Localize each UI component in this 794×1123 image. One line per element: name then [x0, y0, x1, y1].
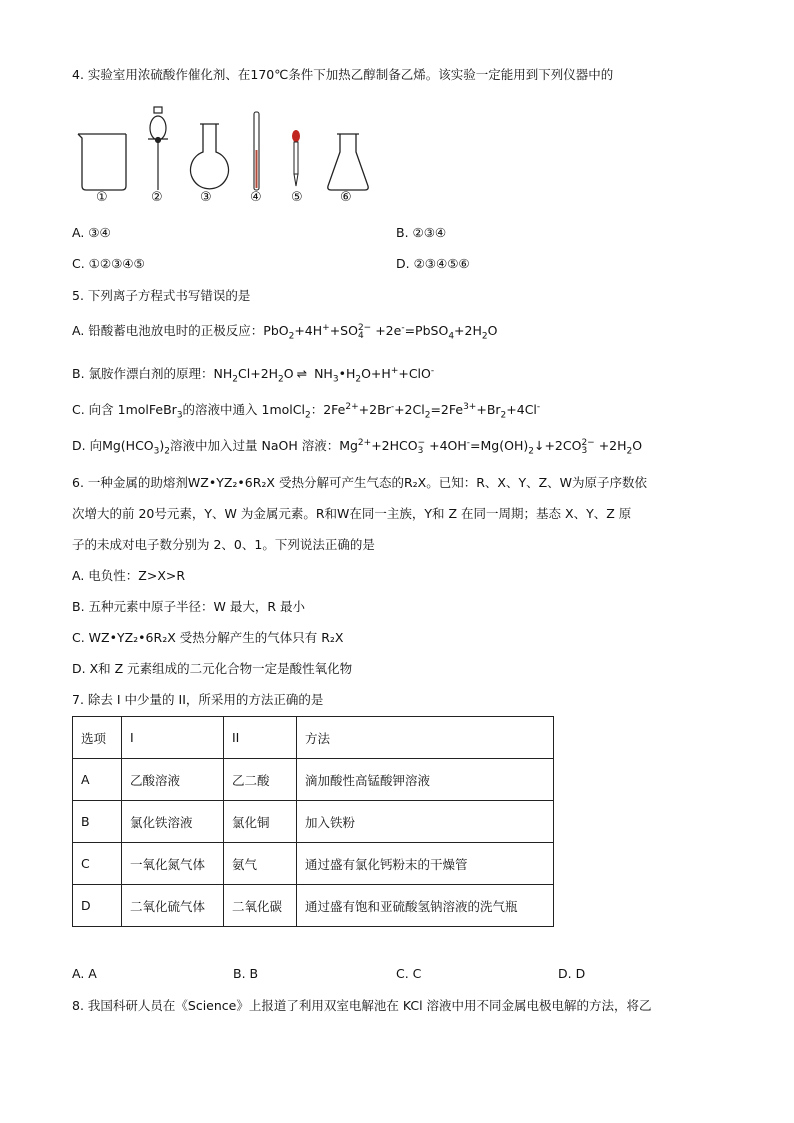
separatory-funnel-icon — [148, 107, 168, 190]
q6-stem-line1: 6. 一种金属的助熔剂WZ•YZ₂•6R₂X 受热分解可产生气态的R₂X。已知：R、X、Y、Z、W为原子序数依 — [72, 475, 648, 490]
apparatus-label-2: ② — [151, 190, 163, 205]
table-cell: 二氧化碳 — [224, 885, 297, 927]
apparatus-label-5: ⑤ — [291, 190, 303, 205]
round-bottom-flask-icon — [191, 124, 229, 189]
table-header-cell: 选项 — [73, 717, 122, 759]
table-header-row — [73, 717, 554, 759]
table-cell: 氯化铁溶液 — [122, 801, 224, 843]
q4-options-row2 — [72, 256, 712, 274]
apparatus-label-4: ④ — [250, 190, 262, 205]
table-cell: A — [73, 759, 122, 801]
table-cell: 乙二酸 — [224, 759, 297, 801]
q6-option-b[interactable]: B. 五种元素中原子半径：W 最大，R 最小 — [72, 599, 306, 614]
table-cell: B — [73, 801, 122, 843]
table-cell: 加入铁粉 — [297, 801, 554, 843]
q6-stem-line3: 子的未成对电子数分别为 2、0、1。下列说法正确的是 — [72, 537, 375, 552]
table-cell: 氨气 — [224, 843, 297, 885]
table-cell: 乙酸溶液 — [122, 759, 224, 801]
conical-flask-icon — [328, 134, 368, 190]
q5-option-c[interactable]: C. 向含 1molFeBr$_3$的溶液中通入 1molCl$_2$：$2Fe^{2+}+2Br^-+2Cl_2=2Fe^{3+}+Br_2+4Cl^-$ — [72, 401, 541, 421]
q7-option-b[interactable]: B. B — [233, 966, 259, 981]
table-header-cell: II — [224, 717, 297, 759]
table-cell: 通过盛有饱和亚硫酸氢钠溶液的洗气瓶 — [297, 885, 554, 927]
q5-option-d[interactable]: D. 向$Mg(HCO_3)_2$溶液中加入过量 NaOH 溶液：$Mg^{2+}+2HCO$ − 3 $+4OH^-=Mg(OH)_2↓+2CO$ 2− 3 $+2H_2O$ — [72, 437, 643, 457]
table-cell: C — [73, 843, 122, 885]
q7-stem: 7. 除去 I 中少量的 II，所采用的方法正确的是 — [72, 692, 324, 707]
table-header-cell: I — [122, 717, 224, 759]
table-row — [73, 885, 554, 927]
q4-options-row1 — [72, 225, 712, 243]
table-cell: 通过盛有氯化钙粉末的干燥管 — [297, 843, 554, 885]
table-cell: 二氧化硫气体 — [122, 885, 224, 927]
apparatus-label-1: ① — [96, 190, 108, 205]
q4-option-a[interactable]: A. ③④ — [72, 225, 111, 240]
table-row — [73, 759, 554, 801]
table-row — [73, 843, 554, 885]
table-cell: 一氧化氮气体 — [122, 843, 224, 885]
apparatus-label-3: ③ — [200, 190, 212, 205]
thermometer-icon — [254, 112, 259, 190]
reversible-arrow-icon: ⇌ — [296, 366, 308, 381]
q6-option-c[interactable]: C. WZ•YZ₂•6R₂X 受热分解产生的气体只有 R₂X — [72, 630, 344, 645]
q4-option-c[interactable]: C. ①②③④⑤ — [72, 256, 145, 271]
table-row — [73, 801, 554, 843]
table-cell: 氯化铜 — [224, 801, 297, 843]
q4-option-b[interactable]: B. ②③④ — [396, 225, 447, 240]
q5-option-a[interactable]: A. 铅酸蓄电池放电时的正极反应：PbO$_2$+4H++SO 2− 4 $+2e^-=PbSO_4+2H_2O$ — [72, 322, 498, 342]
q7-option-d[interactable]: D. D — [558, 966, 586, 981]
table-header-cell: 方法 — [297, 717, 554, 759]
q6-stem-line2: 次增大的前 20号元素，Y、W 为金属元素。R和W在同一主族，Y和 Z 在同一周期；基态 X、Y、Z 原 — [72, 506, 632, 521]
q5-option-b[interactable]: B. 氯胺作漂白剂的原理：$NH_2Cl+2H_2O$ ⇌ $NH_3•H_2O+H^++ClO^-$ — [72, 365, 435, 385]
q6-option-d[interactable]: D. X和 Z 元素组成的二元化合物一定是酸性氧化物 — [72, 661, 353, 676]
q7-option-c[interactable]: C. C — [396, 966, 422, 981]
q5-stem: 5. 下列离子方程式书写错误的是 — [72, 288, 251, 303]
table-cell: 滴加酸性高锰酸钾溶液 — [297, 759, 554, 801]
q4-option-d[interactable]: D. ②③④⑤⑥ — [396, 256, 470, 271]
q8-stem: 8. 我国科研人员在《Science》上报道了利用双室电解池在 KCl 溶液中用不同金属电极电解的方法，将乙 — [72, 998, 652, 1013]
dropper-icon — [292, 130, 300, 186]
table-cell: D — [73, 885, 122, 927]
q4-stem: 4. 实验室用浓硫酸作催化剂、在170℃条件下加热乙醇制备乙烯。该实验一定能用到下列仪器中的 — [72, 67, 614, 82]
apparatus-figure — [72, 100, 402, 210]
q7-options-row — [72, 966, 712, 984]
q7-option-a[interactable]: A. A — [72, 966, 97, 981]
beaker-icon — [78, 134, 126, 190]
apparatus-label-6: ⑥ — [340, 190, 352, 205]
q7-table — [72, 716, 554, 927]
q6-option-a[interactable]: A. 电负性：Z>X>R — [72, 568, 186, 583]
